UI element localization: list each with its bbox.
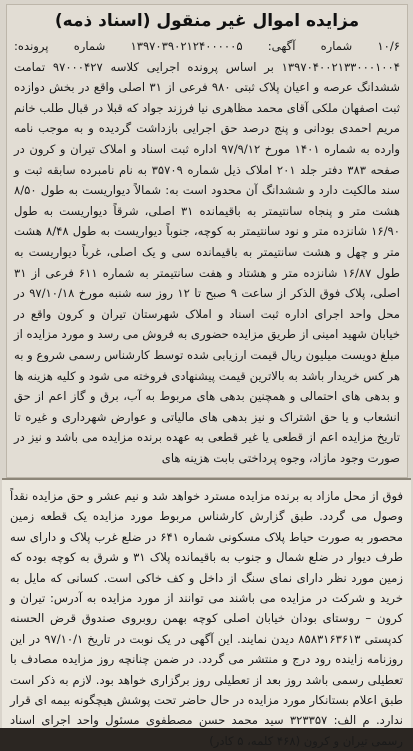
notice-body-part2: فوق از محل مازاد به برنده مزایده مسترد خواهد شد و نیم عشر و حق مزایده نقداً وصول می گردد. طبق گزارش کارشناس مربوط مورد مزایده یک قطعه زمین محصور به صورت حیاط پلاک مسکونی شماره ۶۴۱ در ضلع غرب پلاک و دارای سه طرف دیوار در ضلع شمال و جنوب به باقیمانده پلاک ۳۱ و شرق به کوچه بوده که زمین مورد نظر دارای نمای سنگ از داخل و کف خاکی است. کسانی که مایل به خرید و شرکت در مزایده می باشند می توانند از مورد مزایده به آدرس: تیران و کرون – روستای بودان خیابان اصلی کوچه بهمن روبروی صندوق قرض الحسنه کدپستی ۸۵۸۳۱۶۳۶۱۳ دیدن نمایند. این آگهی در یک نوبت در تاریخ ۹۷/۱۰/۱ در این روزنامه زاینده رود درج و منتشر می گردد. در ضمن چنانچه روز مزایده مصادف با تعطیلی رسمی باشد روز بعد از تعطیلی روز برگزاری خواهد بود. لازم به ذکر است طبق اعلام بستانکار مورد مزایده در حال حاضر تحت پوشش هیچگونه بیمه ای قرار ندارد. م الف: ۳۲۳۳۵۷ سید محمد حسن مصطفوی مسئول واحد اجرای اسناد رسمی تیران و کرون (۴۶۸ کلمه، ۵ کادر): [10, 489, 403, 748]
notice-clipping-top: [6, 4, 408, 478]
notice-title: مزایده اموال غیر منقول (اسناد ذمه): [54, 11, 360, 31]
notice-body-part1: ۱۰/۶ شماره آگهی: ۱۳۹۷۰۳۹۰۲۱۲۴۰۰۰۰۰۵ شماره پرونده: ۱۳۹۷۰۴۰۰۲۱۳۳۰۰۰۱۰۰۴ بر اساس پرونده اجرایی کلاسه ۹۷۰۰۰۴۲۷ تمامت ششدانگ عرصه و اعیان پلاک ثبتی ۹۸۰ فرعی از ۳۱ اصلی واقع در بخش دوازده ثبت اصفهان ملکی آقای محمد مظاهری نیا فرزند جواد که قبلا در قبال طلب خانم مریم احمدی بودانی و پنج درصد حق اجرایی بازداشت گردیده و به موجب نامه وارده به شماره ۱۴۰۱ مورخ ۹۷/۹/۱۲ اداره ثبت اسناد و املاک تیران و کرون در صفحه ۳۸۳ دفتر جلد ۲۰۱ املاک ذیل شماره ۳۵۷۰۹ به نام نامبرده سابقه ثبت و سند مالکیت دارد و ششدانگ آن محدود است به: شمالاً دیواریست به طول ۸/۵۰ هشت متر و پنجاه سانتیمتر به باقیمانده ۳۱ اصلی، شرقاً دیواریست به طول ۱۶/۹۰ شانزده متر و نود سانتیمتر به کوچه، جنوباً دیواریست به طول ۸/۴۸ هشت متر و چهل و هشت سانتیمتر به باقیمانده سی و یک اصلی، غرباً دیواریست به طول ۱۶/۸۷ شانزده متر و هشتاد و هفت سانتیمتر به شماره ۶۱۱ فرعی از ۳۱ اصلی، پلاک فوق الذکر از ساعت ۹ صبح تا ۱۲ روز سه شنبه مورخ ۹۷/۱۰/۱۸ در محل واحد اجرای اداره ثبت اسناد و املاک شهرستان تیران و کرون واقع در خیابان شهید امینی از طریق مزایده حضوری به فروش می رسد و مورد مزایده از مبلغ دویست میلیون ریال قیمت ارزیابی شده توسط کارشناس رسمی شروع و به هر کس خریدار باشد به بالاترین قیمت پیشنهادی فروخته می شود و کلیه هزینه ها و بدهی های احتمالی و همچنین بدهی های مربوط به آب، برق و گاز اعم از حق انشعاب و یا حق اشتراک و نیز بدهی های مالیاتی و عوارض شهرداری و غیره تا تاریخ مزایده اعم از قطعی یا غیر قطعی به عهده برنده مزایده می باشد و نیز در صورت وجود مازاد، وجوه پرداختی بابت هزینه های: [14, 39, 401, 465]
notice-clipping-bottom: [2, 478, 411, 748]
